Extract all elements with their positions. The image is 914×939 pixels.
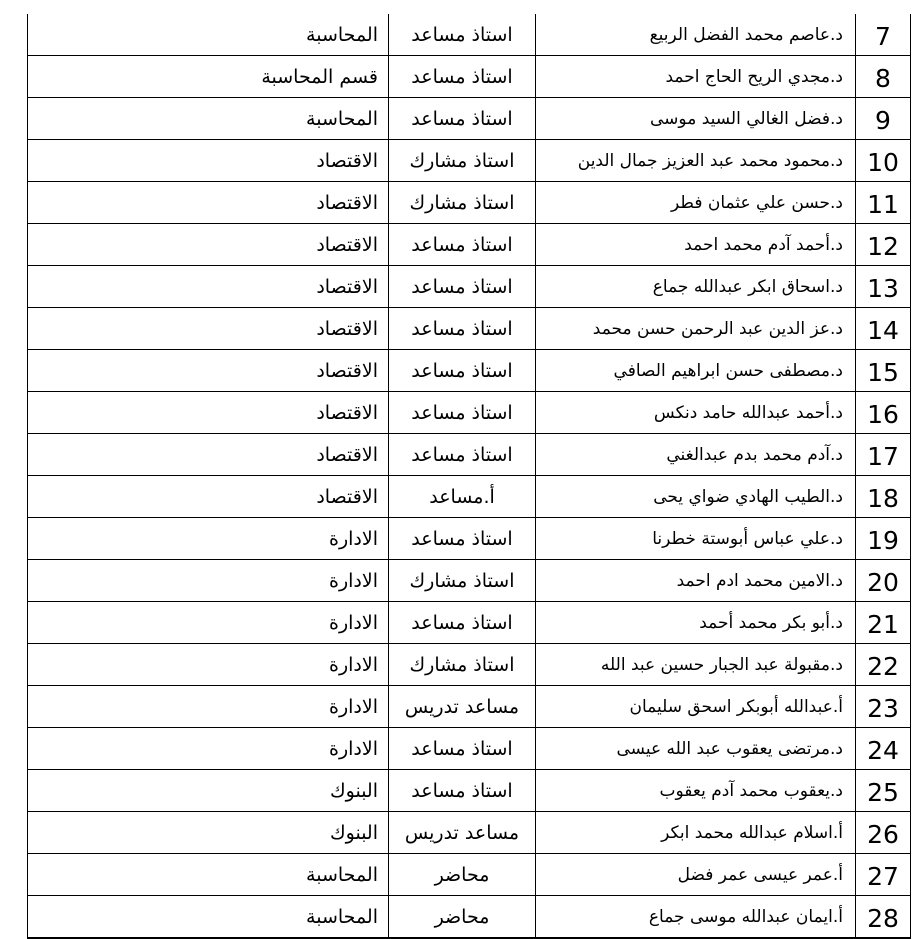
academic-rank-cell: [389, 476, 536, 518]
academic-rank-cell: [389, 602, 536, 644]
table-row: [28, 392, 911, 434]
academic-rank-cell: [389, 854, 536, 896]
row-number-cell-text: 10: [867, 148, 899, 177]
academic-rank-cell: [389, 728, 536, 770]
department-cell-text: الادارة: [329, 695, 378, 718]
table-row: [28, 224, 911, 266]
academic-rank-cell-text: استاذ مساعد: [411, 527, 513, 550]
row-number-cell-text: 14: [867, 316, 899, 345]
table-row: [28, 266, 911, 308]
row-number-cell: [856, 770, 911, 812]
row-number-cell: [856, 434, 911, 476]
department-cell-text: الاقتصاد: [316, 443, 378, 466]
staff-name-cell-text: أ.عبدالله أبوبكر اسحق سليمان: [629, 696, 843, 717]
academic-rank-cell-text: استاذ مساعد: [411, 401, 513, 424]
academic-rank-cell: [389, 350, 536, 392]
staff-name-cell-text: د.يعقوب محمد آدم يعقوب: [659, 780, 843, 801]
academic-rank-cell: [389, 686, 536, 728]
department-cell-text: المحاسبة: [306, 107, 378, 130]
academic-rank-cell: [389, 182, 536, 224]
academic-rank-cell: [389, 392, 536, 434]
row-number-cell: [856, 896, 911, 939]
department-cell: [28, 602, 389, 644]
row-number-cell-text: 9: [875, 106, 891, 135]
row-number-cell: [856, 476, 911, 518]
row-number-cell-text: 25: [867, 778, 899, 807]
academic-rank-cell-text: محاضر: [434, 905, 490, 928]
row-number-cell-text: 21: [867, 610, 899, 639]
academic-rank-cell: [389, 98, 536, 140]
table-row: [28, 308, 911, 350]
table-row: [28, 98, 911, 140]
row-number-cell: [856, 602, 911, 644]
academic-rank-cell: [389, 644, 536, 686]
row-number-cell-text: 13: [867, 274, 899, 303]
academic-rank-cell: [389, 518, 536, 560]
department-cell: [28, 518, 389, 560]
academic-rank-cell-text: استاذ مساعد: [411, 233, 513, 256]
staff-name-cell: [536, 266, 856, 308]
academic-rank-cell: [389, 266, 536, 308]
department-cell-text: الاقتصاد: [316, 149, 378, 172]
staff-name-cell: [536, 350, 856, 392]
department-cell: [28, 560, 389, 602]
table-row: [28, 602, 911, 644]
department-cell-text: الادارة: [329, 737, 378, 760]
department-cell-text: الادارة: [329, 569, 378, 592]
staff-name-cell-text: د.مصطفى حسن ابراهيم الصافي: [613, 360, 843, 381]
row-number-cell-text: 19: [867, 526, 899, 555]
row-number-cell-text: 7: [875, 22, 891, 51]
staff-name-cell-text: د.أحمد آدم محمد احمد: [684, 234, 843, 255]
row-number-cell: [856, 182, 911, 224]
academic-rank-cell-text: استاذ مشارك: [409, 149, 515, 172]
academic-rank-cell: [389, 560, 536, 602]
row-number-cell: [856, 728, 911, 770]
staff-name-cell: [536, 644, 856, 686]
academic-rank-cell: [389, 770, 536, 812]
department-cell-text: قسم المحاسبة: [261, 65, 378, 88]
table-row: [28, 182, 911, 224]
academic-rank-cell-text: استاذ مساعد: [411, 611, 513, 634]
staff-name-cell: [536, 224, 856, 266]
academic-rank-cell-text: مساعد تدريس: [404, 821, 520, 844]
row-number-cell: [856, 350, 911, 392]
staff-name-cell-text: د.حسن علي عثمان فطر: [671, 192, 843, 213]
staff-name-cell: [536, 728, 856, 770]
staff-table-body: [28, 14, 911, 938]
department-cell-text: الاقتصاد: [316, 191, 378, 214]
department-cell: [28, 686, 389, 728]
row-number-cell-text: 24: [867, 736, 899, 765]
academic-rank-cell: [389, 14, 536, 56]
table-row: [28, 812, 911, 854]
staff-name-cell: [536, 182, 856, 224]
row-number-cell: [856, 98, 911, 140]
department-cell: [28, 350, 389, 392]
academic-rank-cell-text: استاذ مساعد: [411, 275, 513, 298]
row-number-cell-text: 8: [875, 64, 891, 93]
department-cell: [28, 266, 389, 308]
row-number-cell-text: 26: [867, 820, 899, 849]
department-cell-text: المحاسبة: [306, 23, 378, 46]
department-cell: [28, 770, 389, 812]
row-number-cell: [856, 518, 911, 560]
academic-rank-cell-text: استاذ مشارك: [409, 569, 515, 592]
staff-name-cell: [536, 434, 856, 476]
row-number-cell-text: 18: [867, 484, 899, 513]
department-cell: [28, 140, 389, 182]
row-number-cell-text: 12: [867, 232, 899, 261]
row-number-cell: [856, 812, 911, 854]
row-number-cell-text: 11: [867, 190, 899, 219]
staff-name-cell-text: د.محمود محمد عبد العزيز جمال الدين: [577, 150, 843, 171]
staff-name-cell: [536, 770, 856, 812]
row-number-cell-text: 20: [867, 568, 899, 597]
staff-name-cell: [536, 518, 856, 560]
staff-name-cell: [536, 896, 856, 939]
department-cell-text: المحاسبة: [306, 905, 378, 928]
staff-name-cell: [536, 56, 856, 98]
academic-rank-cell-text: محاضر: [434, 863, 490, 886]
staff-name-cell-text: د.علي عباس أبوستة خطرنا: [652, 528, 843, 549]
department-cell: [28, 224, 389, 266]
department-cell: [28, 728, 389, 770]
row-number-cell-text: 15: [867, 358, 899, 387]
academic-rank-cell: [389, 812, 536, 854]
table-row: [28, 686, 911, 728]
academic-rank-cell-text: استاذ مساعد: [411, 317, 513, 340]
academic-rank-cell-text: استاذ مساعد: [411, 443, 513, 466]
staff-name-cell: [536, 476, 856, 518]
table-row: [28, 350, 911, 392]
academic-rank-cell: [389, 140, 536, 182]
staff-name-cell-text: د.عز الدين عبد الرحمن حسن محمد: [592, 318, 843, 339]
table-row: [28, 140, 911, 182]
staff-name-cell-text: أ.ايمان عبدالله موسى جماع: [648, 906, 843, 927]
row-number-cell: [856, 308, 911, 350]
academic-rank-cell: [389, 434, 536, 476]
department-cell: [28, 812, 389, 854]
table-row: [28, 14, 911, 56]
department-cell-text: البنوك: [329, 779, 378, 802]
academic-rank-cell-text: استاذ مساعد: [411, 23, 513, 46]
row-number-cell: [856, 686, 911, 728]
department-cell: [28, 98, 389, 140]
department-cell-text: الادارة: [329, 527, 378, 550]
academic-rank-cell-text: مساعد تدريس: [404, 695, 520, 718]
row-number-cell: [856, 266, 911, 308]
department-cell: [28, 14, 389, 56]
staff-name-cell: [536, 140, 856, 182]
staff-name-cell: [536, 686, 856, 728]
staff-name-cell: [536, 14, 856, 56]
academic-rank-cell-text: استاذ مساعد: [411, 107, 513, 130]
academic-rank-cell-text: استاذ مساعد: [411, 737, 513, 760]
staff-name-cell: [536, 560, 856, 602]
staff-name-cell-text: د.آدم محمد بدم عبدالغني: [666, 444, 843, 465]
table-row: [28, 518, 911, 560]
department-cell-text: الاقتصاد: [316, 359, 378, 382]
academic-rank-cell-text: استاذ مساعد: [411, 65, 513, 88]
row-number-cell: [856, 854, 911, 896]
table-row: [28, 560, 911, 602]
department-cell: [28, 182, 389, 224]
department-cell-text: الاقتصاد: [316, 233, 378, 256]
department-cell: [28, 644, 389, 686]
row-number-cell: [856, 140, 911, 182]
row-number-cell-text: 28: [867, 904, 899, 933]
table-row: [28, 896, 911, 939]
table-row: [28, 644, 911, 686]
staff-name-cell: [536, 602, 856, 644]
table-row: [28, 770, 911, 812]
department-cell-text: البنوك: [329, 821, 378, 844]
staff-table: [27, 14, 911, 939]
department-cell: [28, 434, 389, 476]
academic-rank-cell-text: استاذ مشارك: [409, 653, 515, 676]
row-number-cell-text: 23: [867, 694, 899, 723]
department-cell: [28, 392, 389, 434]
row-number-cell: [856, 644, 911, 686]
row-number-cell: [856, 14, 911, 56]
academic-rank-cell-text: استاذ مشارك: [409, 191, 515, 214]
staff-name-cell-text: د.عاصم محمد الفضل الربيع: [649, 24, 843, 45]
department-cell-text: الادارة: [329, 653, 378, 676]
academic-rank-cell-text: أ.مساعد: [429, 485, 495, 508]
department-cell: [28, 854, 389, 896]
row-number-cell: [856, 224, 911, 266]
department-cell-text: المحاسبة: [306, 863, 378, 886]
row-number-cell: [856, 560, 911, 602]
staff-name-cell-text: د.فضل الغالي السيد موسى: [650, 108, 843, 129]
row-number-cell-text: 17: [867, 442, 899, 471]
department-cell: [28, 56, 389, 98]
staff-name-cell-text: د.أبو بكر محمد أحمد: [699, 612, 843, 633]
academic-rank-cell: [389, 896, 536, 939]
academic-rank-cell: [389, 308, 536, 350]
row-number-cell-text: 27: [867, 862, 899, 891]
row-number-cell: [856, 56, 911, 98]
staff-name-cell-text: د.مجدي الريح الحاج احمد: [665, 66, 843, 87]
staff-name-cell-text: أ.اسلام عبدالله محمد ابكر: [661, 822, 843, 843]
row-number-cell-text: 16: [867, 400, 899, 429]
academic-rank-cell: [389, 224, 536, 266]
department-cell-text: الاقتصاد: [316, 401, 378, 424]
staff-name-cell-text: أ.عمر عيسى عمر فضل: [677, 864, 843, 885]
academic-rank-cell-text: استاذ مساعد: [411, 359, 513, 382]
row-number-cell-text: 22: [867, 652, 899, 681]
department-cell: [28, 476, 389, 518]
staff-name-cell-text: د.الطيب الهادي ضواي يحى: [653, 486, 843, 507]
table-row: [28, 56, 911, 98]
row-number-cell: [856, 392, 911, 434]
staff-name-cell: [536, 854, 856, 896]
table-row: [28, 476, 911, 518]
staff-name-cell: [536, 308, 856, 350]
staff-name-cell-text: د.مقبولة عبد الجبار حسين عبد الله: [600, 654, 843, 675]
staff-name-cell-text: د.الامين محمد ادم احمد: [676, 570, 843, 591]
department-cell: [28, 308, 389, 350]
table-row: [28, 854, 911, 896]
staff-name-cell: [536, 392, 856, 434]
department-cell-text: الاقتصاد: [316, 317, 378, 340]
staff-name-cell: [536, 812, 856, 854]
staff-name-cell: [536, 98, 856, 140]
department-cell-text: الاقتصاد: [316, 485, 378, 508]
table-row: [28, 728, 911, 770]
academic-rank-cell: [389, 56, 536, 98]
department-cell-text: الاقتصاد: [316, 275, 378, 298]
department-cell-text: الادارة: [329, 611, 378, 634]
staff-name-cell-text: د.اسحاق ابكر عبدالله جماع: [652, 276, 843, 297]
staff-name-cell-text: د.أحمد عبدالله حامد دنكس: [653, 402, 843, 423]
department-cell: [28, 896, 389, 939]
table-row: [28, 434, 911, 476]
staff-name-cell-text: د.مرتضى يعقوب عبد الله عيسى: [616, 738, 843, 759]
academic-rank-cell-text: استاذ مساعد: [411, 779, 513, 802]
